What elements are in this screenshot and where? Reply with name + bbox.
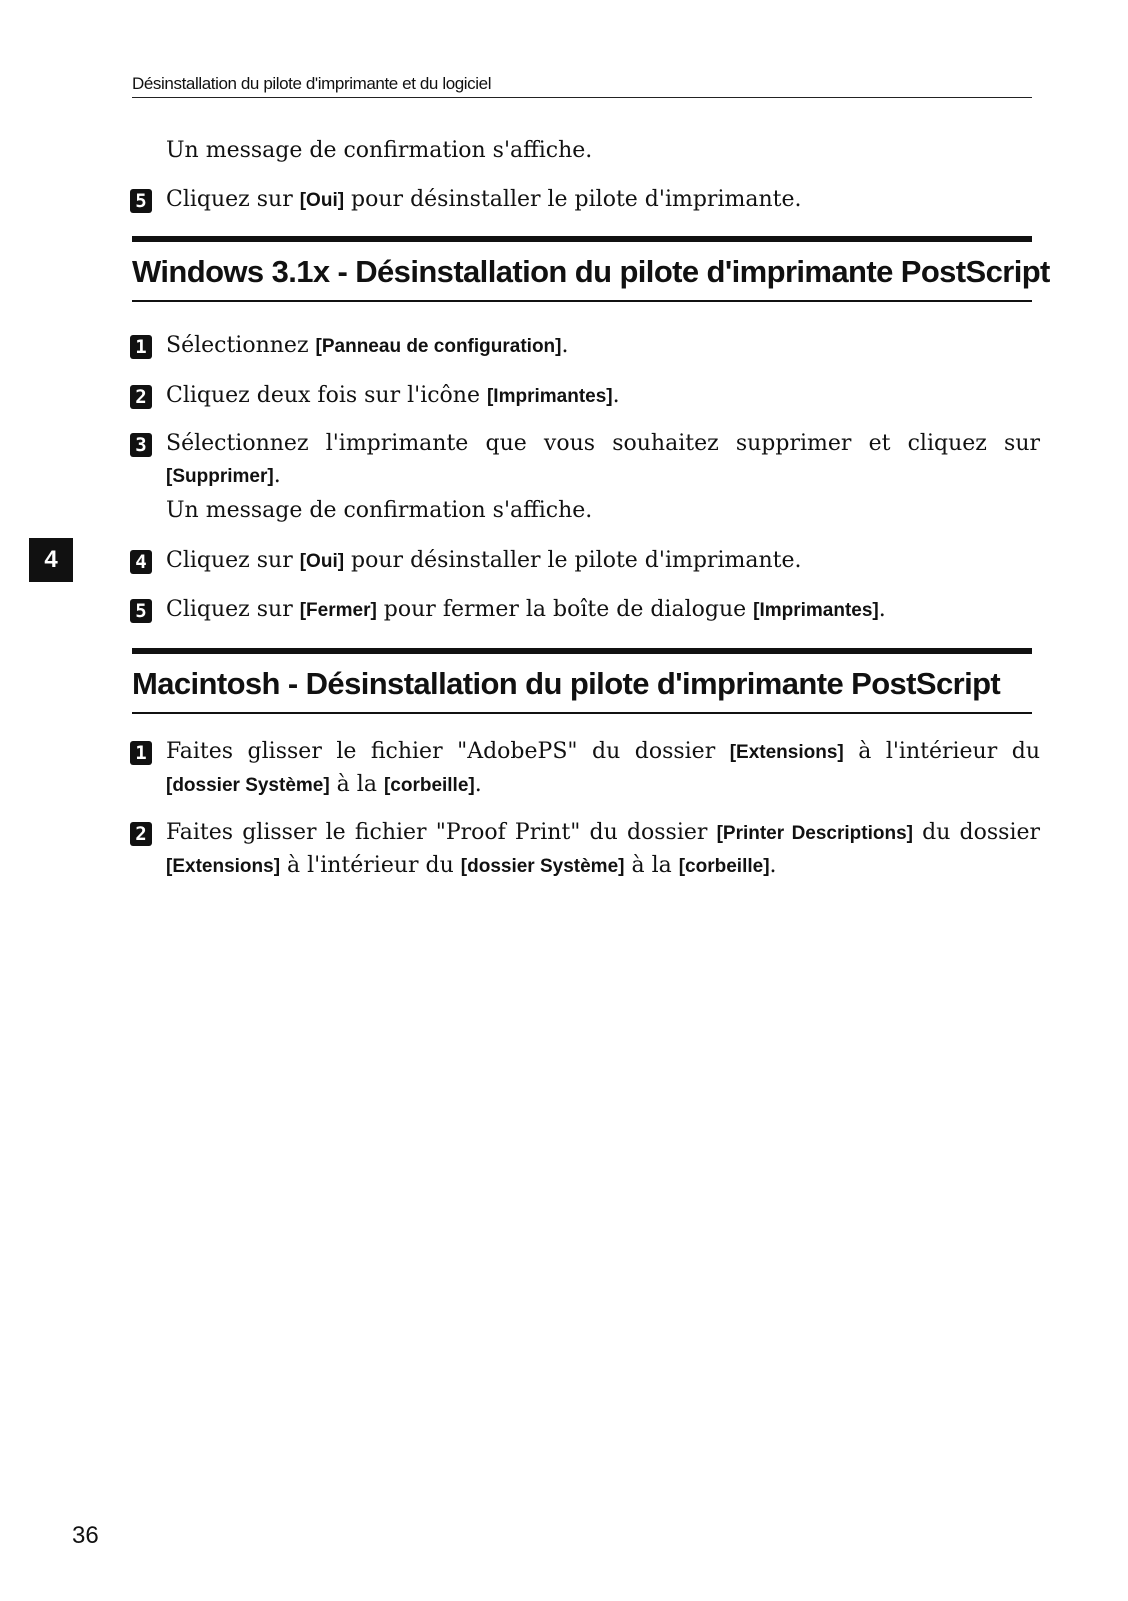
step-text-part: .: [612, 383, 620, 408]
step-text: [130, 736, 1040, 802]
step-number-badge: 2: [130, 385, 152, 409]
section-title: Windows 3.1x - Désinstallation du pilote d'imprimante PostScript: [132, 254, 1050, 289]
step-text-part: Faites glisser le fichier "Proof Print" du dossier: [166, 820, 717, 845]
step-text: [130, 184, 1040, 217]
ui-label: [Printer Descriptions]: [716, 823, 913, 844]
ui-label: [Supprimer]: [166, 466, 274, 487]
ui-label: [corbeille]: [383, 775, 475, 796]
step-text-part: Sélectionnez l'imprimante que vous souhaitez supprimer et cliquez sur: [166, 431, 1040, 456]
windows-step-3-note: Un message de confirmation s'affiche.: [166, 498, 593, 523]
step-number-badge: 1: [130, 335, 152, 359]
ui-label: [Extensions]: [166, 856, 281, 877]
step-text-part: Cliquez sur: [166, 597, 300, 622]
intro-step: [130, 184, 1040, 217]
ui-label: [Panneau de configuration]: [315, 336, 562, 357]
step-text: [130, 817, 1040, 883]
section-heading-macintosh: [132, 648, 1032, 714]
step-text-part: .: [561, 333, 569, 358]
step-text-part: à l'intérieur du: [280, 853, 461, 878]
step-number-badge: 5: [130, 189, 152, 213]
heading-bottom-bar: [132, 712, 1032, 714]
step-text: [130, 545, 1040, 578]
step-text-part: à l'intérieur du: [843, 739, 1040, 764]
step-number-badge: 5: [130, 599, 152, 623]
windows-step-1: [130, 330, 1040, 363]
windows-step-5: [130, 594, 1040, 627]
step-text-part: à la: [624, 853, 679, 878]
page-number: 36: [72, 1522, 99, 1549]
ui-label: [dossier Système]: [460, 856, 625, 877]
ui-label: [Imprimantes]: [486, 386, 613, 407]
windows-step-2: [130, 380, 1040, 413]
step-number-badge: 3: [130, 433, 152, 457]
section-heading-windows: [132, 236, 1050, 302]
step-number-badge: 1: [130, 741, 152, 765]
step-text-part: Faites glisser le fichier "AdobePS" du dossier: [166, 739, 730, 764]
intro-message: Un message de confirmation s'affiche.: [166, 138, 593, 163]
section-title: Macintosh - Désinstallation du pilote d'imprimante PostScript: [132, 666, 1001, 701]
windows-step-4: [130, 545, 1040, 578]
chapter-tab: 4: [29, 538, 73, 582]
ui-label: [Extensions]: [729, 742, 844, 763]
windows-step-3: [130, 428, 1040, 493]
step-text: [130, 330, 1040, 363]
step-text-part: .: [273, 463, 281, 488]
heading-bottom-bar: [132, 300, 1032, 302]
ui-label: [corbeille]: [678, 856, 770, 877]
step-number-badge: 4: [130, 550, 152, 574]
step-text-part: Cliquez sur: [166, 548, 300, 573]
step-text-part: pour désinstaller le pilote d'imprimante.: [344, 548, 802, 573]
mac-step-1: [130, 736, 1040, 802]
step-text-part: Sélectionnez: [166, 333, 316, 358]
step-text: [130, 594, 1040, 627]
step-text-part: .: [878, 597, 886, 622]
step-number-badge: 2: [130, 822, 152, 846]
step-text-part: pour fermer la boîte de dialogue: [376, 597, 754, 622]
step-text: [130, 428, 1040, 493]
step-text-part: Cliquez deux fois sur l'icône: [166, 383, 487, 408]
step-text-part: .: [474, 772, 482, 797]
step-text-part: .: [769, 853, 777, 878]
mac-step-2: [130, 817, 1040, 883]
ui-label: [Oui]: [299, 551, 345, 572]
step-text-part: du dossier: [913, 820, 1041, 845]
step-text-part: à la: [329, 772, 384, 797]
ui-label: [Oui]: [299, 190, 345, 211]
running-head: Désinstallation du pilote d'imprimante et du logiciel: [132, 74, 492, 93]
ui-label: [dossier Système]: [166, 775, 330, 796]
ui-label: [Fermer]: [299, 600, 377, 621]
step-text-part: pour désinstaller le pilote d'imprimante.: [344, 187, 802, 212]
ui-label: [Imprimantes]: [753, 600, 879, 621]
step-text-part: Cliquez sur: [166, 187, 300, 212]
step-text: [130, 380, 1040, 413]
running-head-rule: [132, 97, 1032, 98]
